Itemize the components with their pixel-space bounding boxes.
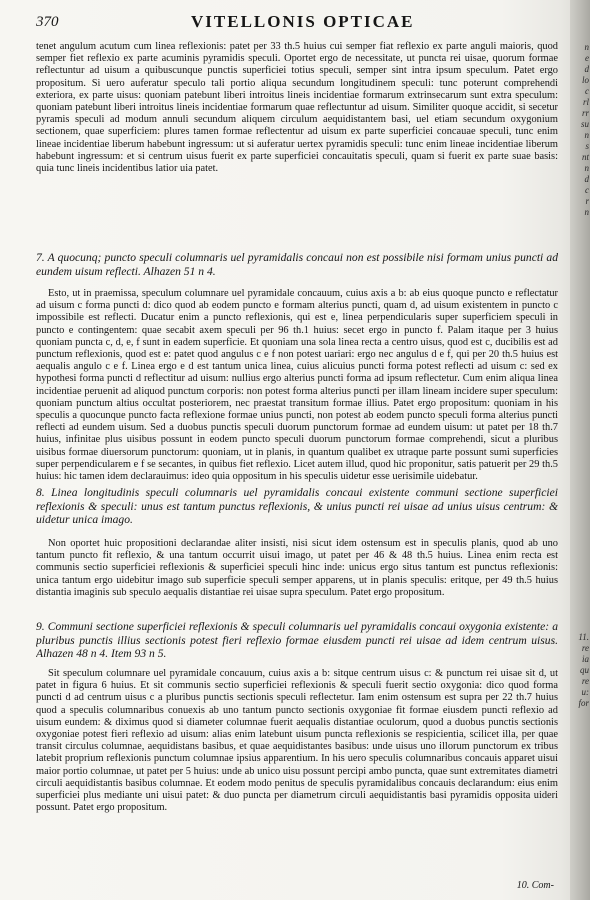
proposition-7-body: Esto, ut in praemissa, speculum columnare uel pyramidale concauum, cuius axis a b: ab eius quoque puncto e reflectatur ad uisum c forma puncti d: dico quod ab eodem puncto e formam alterius puncti, quam d, ad uisum existentem in puncto c impossibile est reflecti. Ducatur enim a puncto reflexionis, qui est e, linea perpendicularis super superficiem speculi in puncto e contingentem: quae secabit axem speculi per 96 th.1 huius: secet ergo in puncto f. Palam itaque per 3 huius quoniam puncta c, d, e, f sunt in eadem superficie. Et quoniam una sola linea recta a centro uisus, quod est c, ducibilis est ad punctum reflexionis, quod est e: patet quod angulus c e f non potest uariari: ergo nec angulus d e f, qui per 20 th.5 huius est aequalis angulo c e f. Linea ergo e d est tantum unica linea, cuius alicuius puncti forma potest reflecti ad uisum c: sed ex hypothesi forma puncti d reflectitur ad uisum: nullius ergo alterius puncti forma ad ipsum reflectetur. Cum enim aliqua linea incidentiae peruenit ad aliquod punctum corporis: non potest forma alterius puncti per illam lineam incidere super speculum: quoniam punctum altius occultat posteriorem, nec praestat transitum formae illius. Patet ergo propositum: quoniam in his speculis a quocunque puncto facta reflexione formae unius puncti, non potest ab eodem puncto speculi forma alterius puncti reflecti ad eundem uisum. Sed a duobus punctis speculi duorum punctorum formae ad eundem uisum: ut patet per 18 th.7 huius, infinitae plus uisibus possunt in eodem puncto speculi duorum punctorum formae comprehendi, sicut a pluribus uisibus formae diuersorum punctorum: quoniam, ut in planis, in quantum qualibet ex utraque parte possunt sumi superficies super perpendicularem e f se secantes, in quibus fiet reflexio. Licet autem illud, quod hic proponitur, satis patuerit per 29 th.5 huius: hic tamen idem declarauimus: ideo quia oppositum in his speculis uidetur esse uerisimile uidebatur. — [36, 288, 558, 483]
proposition-9-body: Sit speculum columnare uel pyramidale concauum, cuius axis a b: sitque centrum uisus c: & punctum rei uisae sit d, ut patet in figura 6 huius. Et sit communis sectio superficiei reflexionis & speculi fuerit sectio oxygonia: dico quod forma puncti d ad centrum uisus c a pluribus punctis sectionis speculi reflectetur. Iam enim ostensum est supra per 22 th.7 huius quod a speculis columnaribus conuexis ab uno tantum puncto sectionis oxygoniae fit formae eiusdem puncti reflexio ad uisum eundem: & diximus quod si diameter columnae fuerit aequalis distantiae oculorum, quod a duobus punctis sectionis oxygoniae potest fieri reflexio ad uisum: alias enim latebunt uisum puncta reflexionis se respicientia, scilicet illa, per quae transit circulus columnae, aequidistans basibus, et quae aequidistantes basibus: unde uisus uno illorum punctorum ex tribus latebit proprium reflexionis punctum columnae ipsius apparentium. In his uero speculis columnaribus concauis apparet uisui maior portio columnae, ut patet per 5 huius: unde ab unico uisu possunt percipi ambo puncta, quae sunt extremitates diametri circuli aequidistantis basibus columnae. Et eodem modo penitus de speculis pyramidalibus concauis declarandum: eius enim superficiei plus mediante uni uisui patet: & duo puncta per diametrum circuli aequidistantis basi pyramidis opposita uideri possunt. Patet ergo propositum. — [36, 668, 558, 814]
proposition-7-heading: 7. A quocunq; puncto speculi columnaris uel pyramidalis concaui non est possibile nisi formam unius puncti ad eundem uisum reflecti. Alhazen 51 n 4. — [36, 251, 558, 278]
proposition-8-heading: 8. Linea longitudinis speculi columnaris uel pyramidalis concaui existente communi sectione superficiei reflexionis & speculi: unus est tantum punctus reflexionis, & unius puncti rei uisae ad unius uisus centrum: & uidetur unica imago. — [36, 486, 558, 527]
proposition-9-heading: 9. Communi sectione superficiei reflexionis & speculi columnaris uel pyramidalis concaui oxygonia existente: a pluribus punctis illius sectionis potest fieri reflexio formae eiusdem puncti rei uisae ad idem centrum uisus. Alhazen 48 n 4. Item 93 n 5. — [36, 620, 558, 661]
facing-page-gutter — [570, 0, 590, 900]
running-title: VITELLONIS OPTICAE — [191, 12, 415, 31]
page-number: 370 — [36, 14, 59, 30]
facing-page-fragment: n e d lo c rl rr su n s nt n d c r n — [580, 42, 589, 217]
continuation-paragraph: tenet angulum acutum cum linea reflexionis: patet per 33 th.5 huius cui semper fiat reflexio ex parte anguli maioris, quod semper fiet reflexio ex parte acuminis pyramidis speculi. Oportet ergo de necessitate, ut puncta rei uisae, quorum formae reflectuntur ad uisum a quibuscunque punctis superficiei totius speculi, semper sint intra ipsum speculum. Patet ergo propositum. Si uero auferatur speculo tali portio aliqua secundum longitudinem speculi: tunc poterunt comprehendi exteriora, ex parte uisus: quoniam patebunt liberi introitus lineis incidentiae formarum extrinsecarum sunt extra speculum: quoniam patebunt liberi introitus lineis incidentiae formarum quae reflectuntur ad uisum. Similiter quoque accidit, si secetur pyramis speculi ad modum annuli secundum aliquem circulum aequidistantem basi, uel etiam secundum oxygonium sectionem, quae superficiem: plures tamen formae reflectentur ad uisum ex parte superficiei concauae speculi, tunc enim lineae incidentiae liberum habebunt ingressum: ut si auferatur uertex pyramidis speculi: tunc enim lineae incidentiae liberum habebunt ingressum: et si centrum uisus fuerit ex parte superficiei concauitatis speculi, quam si fuerit ex parte suae basis: quia tunc lineis incidentibus latior uia patet. — [36, 41, 558, 175]
catchword: 10. Com- — [516, 880, 554, 891]
facing-page-fragment-lower: 11. re ia qu re u: for — [578, 632, 589, 708]
page-header — [36, 12, 556, 34]
proposition-8-body: Non oportet huic propositioni declarandae aliter insisti, nisi sicut idem ostensum est in speculis planis, quod ab uno tantum puncto fit reflexio, & una tantum occurrit uisui imago, ut patet per 46 & 48 th.5 huius. Linea enim recta est communis sectio superficiei reflexionis & superficiei speculi hinc inde: unicus ergo situs tantum est punctus reflexionis: unica tantum ergo uidebitur imago sub superficie speculi semper apparens, ut in planis speculis: eritque, per 49 th.5 huius distantia imaginis sub speculo aequalis distantiae rei uisae supra speculum. Patet ergo propositum. — [36, 538, 558, 598]
